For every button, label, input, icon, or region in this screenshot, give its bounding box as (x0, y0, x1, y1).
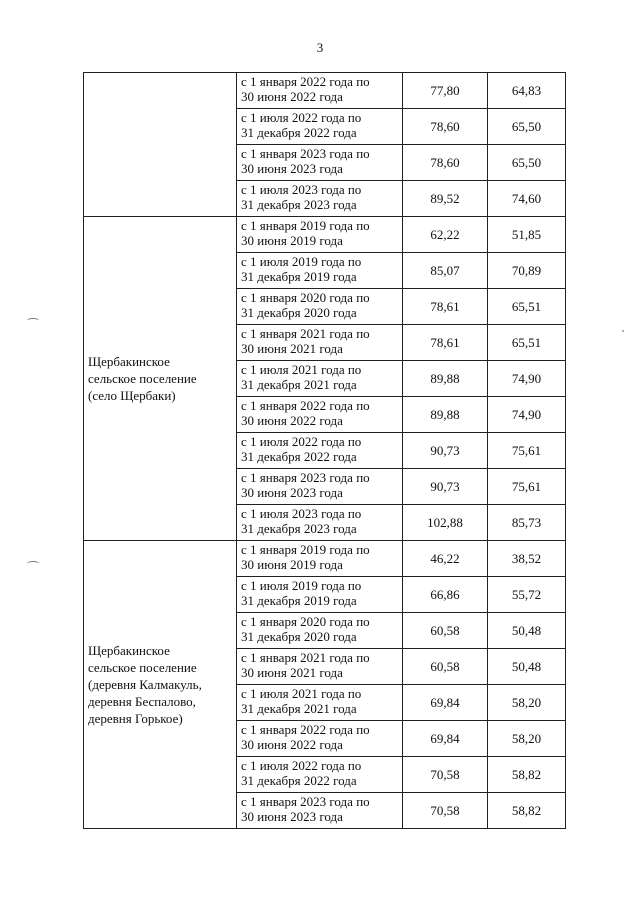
period-line: 31 декабря 2022 года (241, 449, 357, 464)
period-cell (237, 685, 403, 721)
period-line: 31 декабря 2019 года (241, 593, 357, 608)
settlement-name-line: (деревня Калмакуль, (88, 677, 202, 692)
tariff-value-2: 58,20 (488, 721, 566, 757)
period-cell (237, 397, 403, 433)
period-line: 30 июня 2021 года (241, 341, 343, 356)
period-cell (237, 325, 403, 361)
tariff-value-2: 75,61 (488, 469, 566, 505)
period-cell (237, 757, 403, 793)
period-line: 30 июня 2019 года (241, 557, 343, 572)
table-row (84, 217, 566, 253)
period-line: с 1 июля 2023 года по (241, 506, 362, 521)
period-cell (237, 433, 403, 469)
period-cell (237, 109, 403, 145)
period-line: с 1 июля 2022 года по (241, 434, 362, 449)
period-cell (237, 73, 403, 109)
tariff-value-1: 78,61 (403, 325, 488, 361)
period-line: 31 декабря 2022 года (241, 773, 357, 788)
period-line: с 1 января 2021 года по (241, 650, 370, 665)
period-line: 31 декабря 2020 года (241, 305, 357, 320)
period-line: 30 июня 2019 года (241, 233, 343, 248)
period-line: 30 июня 2022 года (241, 89, 343, 104)
period-line: с 1 января 2019 года по (241, 218, 370, 233)
tariff-value-1: 78,61 (403, 289, 488, 325)
period-cell (237, 613, 403, 649)
period-line: с 1 июля 2021 года по (241, 686, 362, 701)
period-cell (237, 289, 403, 325)
period-line: с 1 июля 2022 года по (241, 110, 362, 125)
scan-mark (27, 561, 39, 566)
tariff-value-2: 50,48 (488, 613, 566, 649)
tariff-value-2: 64,83 (488, 73, 566, 109)
period-cell (237, 145, 403, 181)
period-line: 30 июня 2023 года (241, 485, 343, 500)
settlement-name-line: сельское поселение (88, 660, 197, 675)
tariff-value-2: 51,85 (488, 217, 566, 253)
tariff-value-1: 46,22 (403, 541, 488, 577)
period-line: 31 декабря 2019 года (241, 269, 357, 284)
tariff-value-1: 89,52 (403, 181, 488, 217)
table-row (84, 541, 566, 577)
tariff-value-1: 90,73 (403, 433, 488, 469)
tariff-value-2: 50,48 (488, 649, 566, 685)
tariff-value-2: 74,90 (488, 397, 566, 433)
settlement-name-line: (село Щербаки) (88, 388, 176, 403)
tariff-value-1: 102,88 (403, 505, 488, 541)
tariff-value-1: 60,58 (403, 613, 488, 649)
settlement-cell (84, 73, 237, 217)
tariff-table-body (84, 73, 566, 829)
period-line: 31 декабря 2021 года (241, 377, 357, 392)
tariff-value-2: 58,82 (488, 757, 566, 793)
period-line: с 1 января 2022 года по (241, 74, 370, 89)
period-cell (237, 181, 403, 217)
tariff-value-2: 65,50 (488, 145, 566, 181)
tariff-value-1: 69,84 (403, 685, 488, 721)
tariff-value-2: 75,61 (488, 433, 566, 469)
settlement-name-line: Щербакинское (88, 354, 170, 369)
tariff-value-1: 89,88 (403, 397, 488, 433)
settlement-cell (84, 217, 237, 541)
period-line: с 1 января 2023 года по (241, 470, 370, 485)
period-line: 30 июня 2022 года (241, 737, 343, 752)
settlement-name-line: сельское поселение (88, 371, 197, 386)
period-cell (237, 649, 403, 685)
period-cell (237, 505, 403, 541)
table-row (84, 73, 566, 109)
tariff-value-1: 69,84 (403, 721, 488, 757)
tariff-table (83, 72, 566, 829)
period-cell (237, 253, 403, 289)
scan-mark (27, 318, 39, 323)
period-cell (237, 721, 403, 757)
tariff-value-2: 65,50 (488, 109, 566, 145)
tariff-value-1: 62,22 (403, 217, 488, 253)
tariff-value-2: 85,73 (488, 505, 566, 541)
period-cell (237, 541, 403, 577)
tariff-value-1: 70,58 (403, 793, 488, 829)
period-line: с 1 января 2022 года по (241, 398, 370, 413)
period-cell (237, 793, 403, 829)
settlement-name-line: Щербакинское (88, 643, 170, 658)
period-line: 30 июня 2021 года (241, 665, 343, 680)
period-line: с 1 января 2020 года по (241, 614, 370, 629)
period-cell (237, 469, 403, 505)
period-line: 30 июня 2023 года (241, 809, 343, 824)
period-line: 30 июня 2022 года (241, 413, 343, 428)
period-line: с 1 января 2019 года по (241, 542, 370, 557)
tariff-value-2: 74,60 (488, 181, 566, 217)
tariff-value-1: 66,86 (403, 577, 488, 613)
tariff-value-2: 58,82 (488, 793, 566, 829)
tariff-value-2: 65,51 (488, 325, 566, 361)
tariff-value-1: 85,07 (403, 253, 488, 289)
period-line: с 1 июля 2019 года по (241, 578, 362, 593)
tariff-value-1: 70,58 (403, 757, 488, 793)
period-line: 30 июня 2023 года (241, 161, 343, 176)
tariff-value-1: 89,88 (403, 361, 488, 397)
period-line: с 1 июля 2021 года по (241, 362, 362, 377)
period-line: с 1 июля 2023 года по (241, 182, 362, 197)
period-cell (237, 577, 403, 613)
page-number: 3 (316, 40, 324, 55)
period-line: с 1 июля 2019 года по (241, 254, 362, 269)
period-line: с 1 января 2023 года по (241, 146, 370, 161)
period-line: 31 декабря 2020 года (241, 629, 357, 644)
tariff-value-2: 38,52 (488, 541, 566, 577)
period-line: 31 декабря 2021 года (241, 701, 357, 716)
period-line: 31 декабря 2023 года (241, 197, 357, 212)
period-line: с 1 января 2023 года по (241, 794, 370, 809)
period-line: с 1 января 2020 года по (241, 290, 370, 305)
tariff-value-2: 55,72 (488, 577, 566, 613)
period-cell (237, 217, 403, 253)
tariff-value-2: 70,89 (488, 253, 566, 289)
period-line: с 1 июля 2022 года по (241, 758, 362, 773)
period-cell (237, 361, 403, 397)
scan-dot (622, 330, 624, 332)
tariff-value-1: 60,58 (403, 649, 488, 685)
period-line: 31 декабря 2023 года (241, 521, 357, 536)
tariff-value-2: 58,20 (488, 685, 566, 721)
period-line: с 1 января 2022 года по (241, 722, 370, 737)
tariff-value-1: 78,60 (403, 109, 488, 145)
tariff-value-1: 90,73 (403, 469, 488, 505)
tariff-value-1: 78,60 (403, 145, 488, 181)
tariff-value-2: 65,51 (488, 289, 566, 325)
settlement-cell (84, 541, 237, 829)
period-line: 31 декабря 2022 года (241, 125, 357, 140)
settlement-name-line: деревня Горькое) (88, 711, 183, 726)
tariff-value-2: 74,90 (488, 361, 566, 397)
settlement-name-line: деревня Беспалово, (88, 694, 196, 709)
tariff-value-1: 77,80 (403, 73, 488, 109)
period-line: с 1 января 2021 года по (241, 326, 370, 341)
